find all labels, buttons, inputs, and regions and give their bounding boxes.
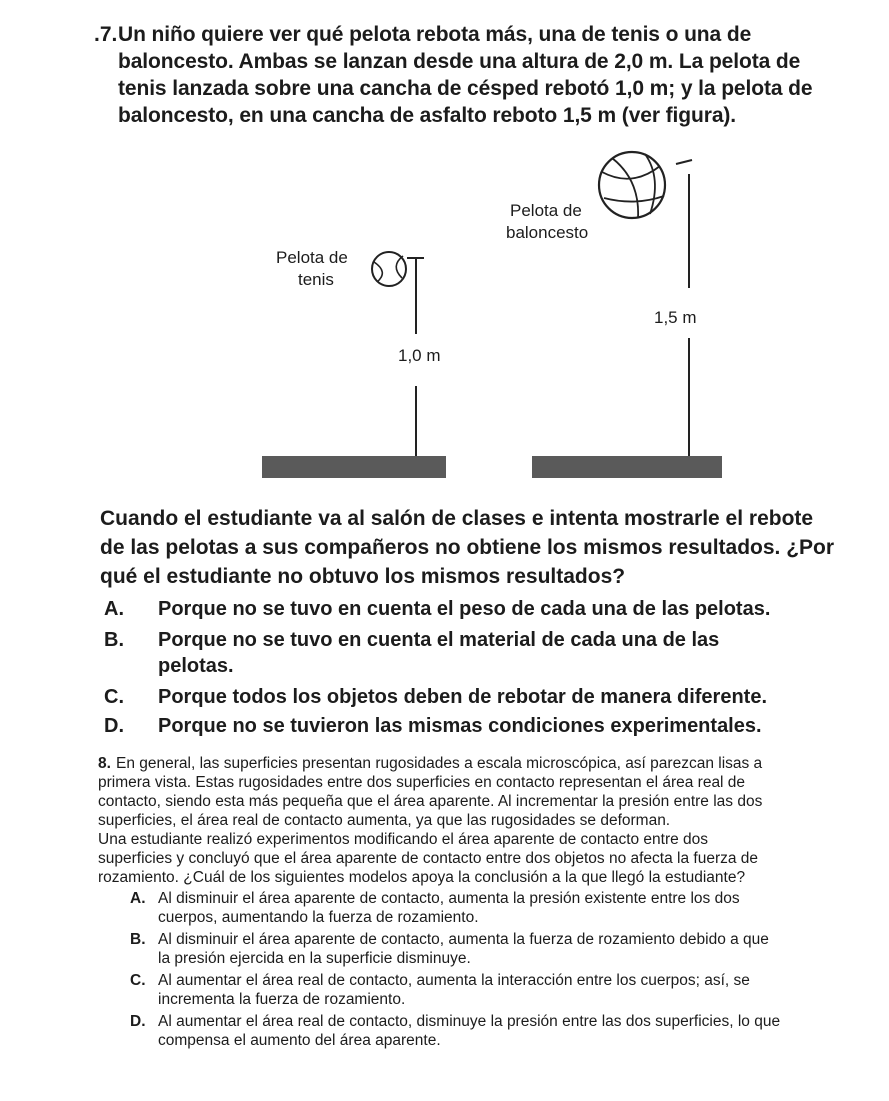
option-letter: C.: [104, 686, 124, 708]
option-letter: D.: [104, 715, 124, 737]
question-7-line: Un niño quiere ver qué pelota rebota más, una de tenis o una de: [118, 23, 752, 46]
basketball-icon: [599, 152, 665, 218]
option-text: Porque no se tuvieron las mismas condiciones experimentales.: [158, 715, 762, 737]
option-text: Al aumentar el área real de contacto, disminuye la presión entre las dos superficies, lo que: [158, 1013, 781, 1030]
option-letter: B.: [130, 931, 146, 948]
option-text: compensa el aumento del área aparente.: [158, 1032, 441, 1049]
question-7-number: .7.: [94, 23, 118, 46]
tennis-ball-label: Pelota de: [276, 248, 348, 267]
option-text: Al aumentar el área real de contacto, aumenta la interacción entre los cuerpos; así, se: [158, 972, 750, 989]
prompt-line: qué el estudiante no obtuvo los mismos resultados?: [100, 565, 626, 588]
option-letter: C.: [130, 972, 146, 989]
option-letter: A.: [104, 598, 124, 620]
question-8-line: En general, las superficies presentan rugosidades a escala microscópica, así parezcan lisas a: [116, 755, 763, 772]
option-letter: B.: [104, 629, 124, 651]
basket-height-label: 1,5 m: [654, 308, 697, 327]
option-text: la presión ejercida en la superficie disminuye.: [158, 950, 471, 967]
option-text: cuerpos, aumentando la fuerza de rozamiento.: [158, 909, 479, 926]
question-7-line: tenis lanzada sobre una cancha de césped rebotó 1,0 m; y la pelota de: [118, 77, 813, 100]
prompt-line: de las pelotas a sus compañeros no obtiene los mismos resultados. ¿Por: [100, 536, 835, 559]
option-letter: A.: [130, 890, 146, 907]
option-text: Porque todos los objetos deben de rebotar de manera diferente.: [158, 686, 768, 708]
option-text: incrementa la fuerza de rozamiento.: [158, 991, 406, 1008]
option-text: Al disminuir el área aparente de contacto, aumenta la fuerza de rozamiento debido a que: [158, 931, 769, 948]
tennis-ball-label: tenis: [298, 270, 334, 289]
bounce-figure: [240, 148, 740, 488]
basketball-label: baloncesto: [506, 223, 589, 242]
question-8-number: 8.: [98, 755, 111, 772]
question-8-line: superficies, el área real de contacto aumenta, ya que las rugosidades se deforman.: [98, 812, 671, 829]
question-8-line: primera vista. Estas rugosidades entre dos superficies en contacto representan el área real de: [98, 774, 746, 791]
question-7-line: baloncesto. Ambas se lanzan desde una altura de 2,0 m. La pelota de: [118, 50, 801, 73]
grass-court-ground: [262, 456, 446, 478]
question-8-line: Una estudiante realizó experimentos modificando el área aparente de contacto entre dos: [98, 831, 709, 848]
question-8-line: superficies y concluyó que el área aparente de contacto entre dos objetos no afecta la fuerza de: [98, 850, 759, 867]
basketball-label: Pelota de: [510, 201, 582, 220]
tennis-ball-icon: [372, 252, 406, 286]
option-text: Porque no se tuvo en cuenta el material de cada una de las: [158, 629, 720, 651]
option-text: Al disminuir el área aparente de contacto, aumenta la presión existente entre los dos: [158, 890, 740, 907]
tennis-height-label: 1,0 m: [398, 346, 441, 365]
question-8-line: contacto, siendo esta más pequeña que el área aparente. Al incrementar la presión entre las dos: [98, 793, 763, 810]
option-text: pelotas.: [158, 655, 234, 677]
asphalt-court-ground: [532, 456, 722, 478]
option-letter: D.: [130, 1013, 146, 1030]
option-text: Porque no se tuvo en cuenta el peso de cada una de las pelotas.: [158, 598, 771, 620]
question-8-line: rozamiento. ¿Cuál de los siguientes modelos apoya la conclusión a la que llegó la estudiante?: [98, 869, 746, 886]
question-7-line: baloncesto, en una cancha de asfalto reboto 1,5 m (ver figura).: [118, 104, 737, 127]
basket-top-tick: [676, 160, 692, 164]
prompt-line: Cuando el estudiante va al salón de clases e intenta mostrarle el rebote: [100, 507, 814, 530]
